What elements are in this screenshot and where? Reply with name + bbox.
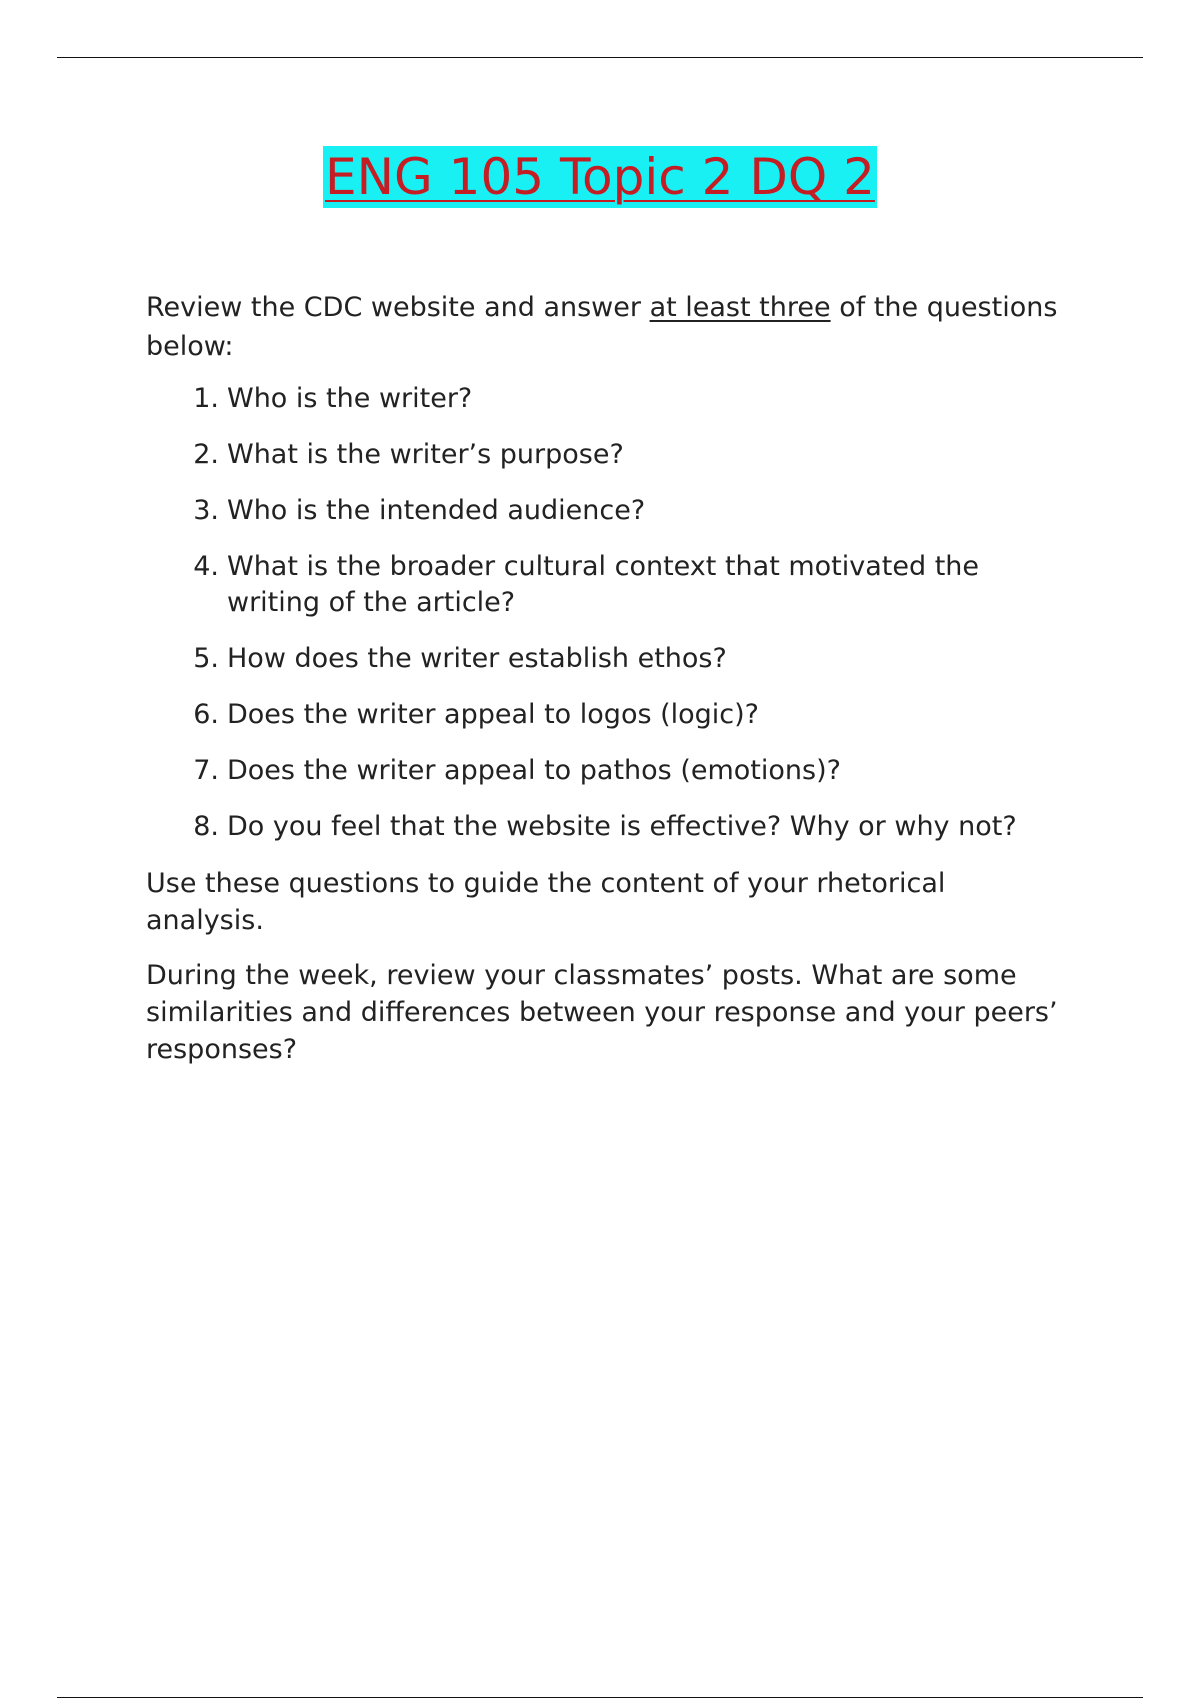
question-text: Does the writer appeal to logos (logic)? xyxy=(227,699,760,730)
title-container xyxy=(0,146,1200,208)
question-text: What is the writer’s purpose? xyxy=(227,439,624,470)
intro-emphasis: at least three xyxy=(649,292,831,323)
document-body xyxy=(146,288,1066,1086)
question-number: 1. xyxy=(193,383,219,414)
question-list xyxy=(146,381,1066,845)
question-number: 7. xyxy=(193,755,219,786)
list-item xyxy=(146,697,1066,733)
question-number: 2. xyxy=(193,439,219,470)
footer-rule xyxy=(57,1697,1143,1698)
intro-paragraph xyxy=(146,288,1066,366)
question-text: What is the broader cultural context that motivated the writing of the article? xyxy=(227,551,980,618)
question-text: Who is the intended audience? xyxy=(227,495,646,526)
question-text: Who is the writer? xyxy=(227,383,473,414)
question-number: 5. xyxy=(193,643,219,674)
question-text: Does the writer appeal to pathos (emotions)? xyxy=(227,755,841,786)
list-item xyxy=(146,641,1066,677)
list-item xyxy=(146,493,1066,529)
list-item xyxy=(146,809,1066,845)
list-item xyxy=(146,437,1066,473)
guidance-paragraph: Use these questions to guide the content of your rhetorical analysis. xyxy=(146,868,946,936)
intro-text-after: of the questions below: xyxy=(146,292,1058,362)
question-number: 3. xyxy=(193,495,219,526)
intro-text-before: Review the CDC website and answer xyxy=(146,292,650,323)
question-number: 8. xyxy=(193,811,219,842)
question-text: How does the writer establish ethos? xyxy=(227,643,727,674)
peer-review-paragraph: During the week, review your classmates’ posts. What are some similarities and differences between your response and your peers’ responses? xyxy=(146,960,1058,1065)
question-number: 4. xyxy=(193,551,219,582)
list-item xyxy=(146,753,1066,789)
header-rule xyxy=(57,57,1143,58)
question-number: 6. xyxy=(193,699,219,730)
document-title: ENG 105 Topic 2 DQ 2 xyxy=(325,148,875,206)
question-text: Do you feel that the website is effective? Why or why not? xyxy=(227,811,1017,842)
list-item xyxy=(146,381,1066,417)
list-item xyxy=(146,549,1066,621)
